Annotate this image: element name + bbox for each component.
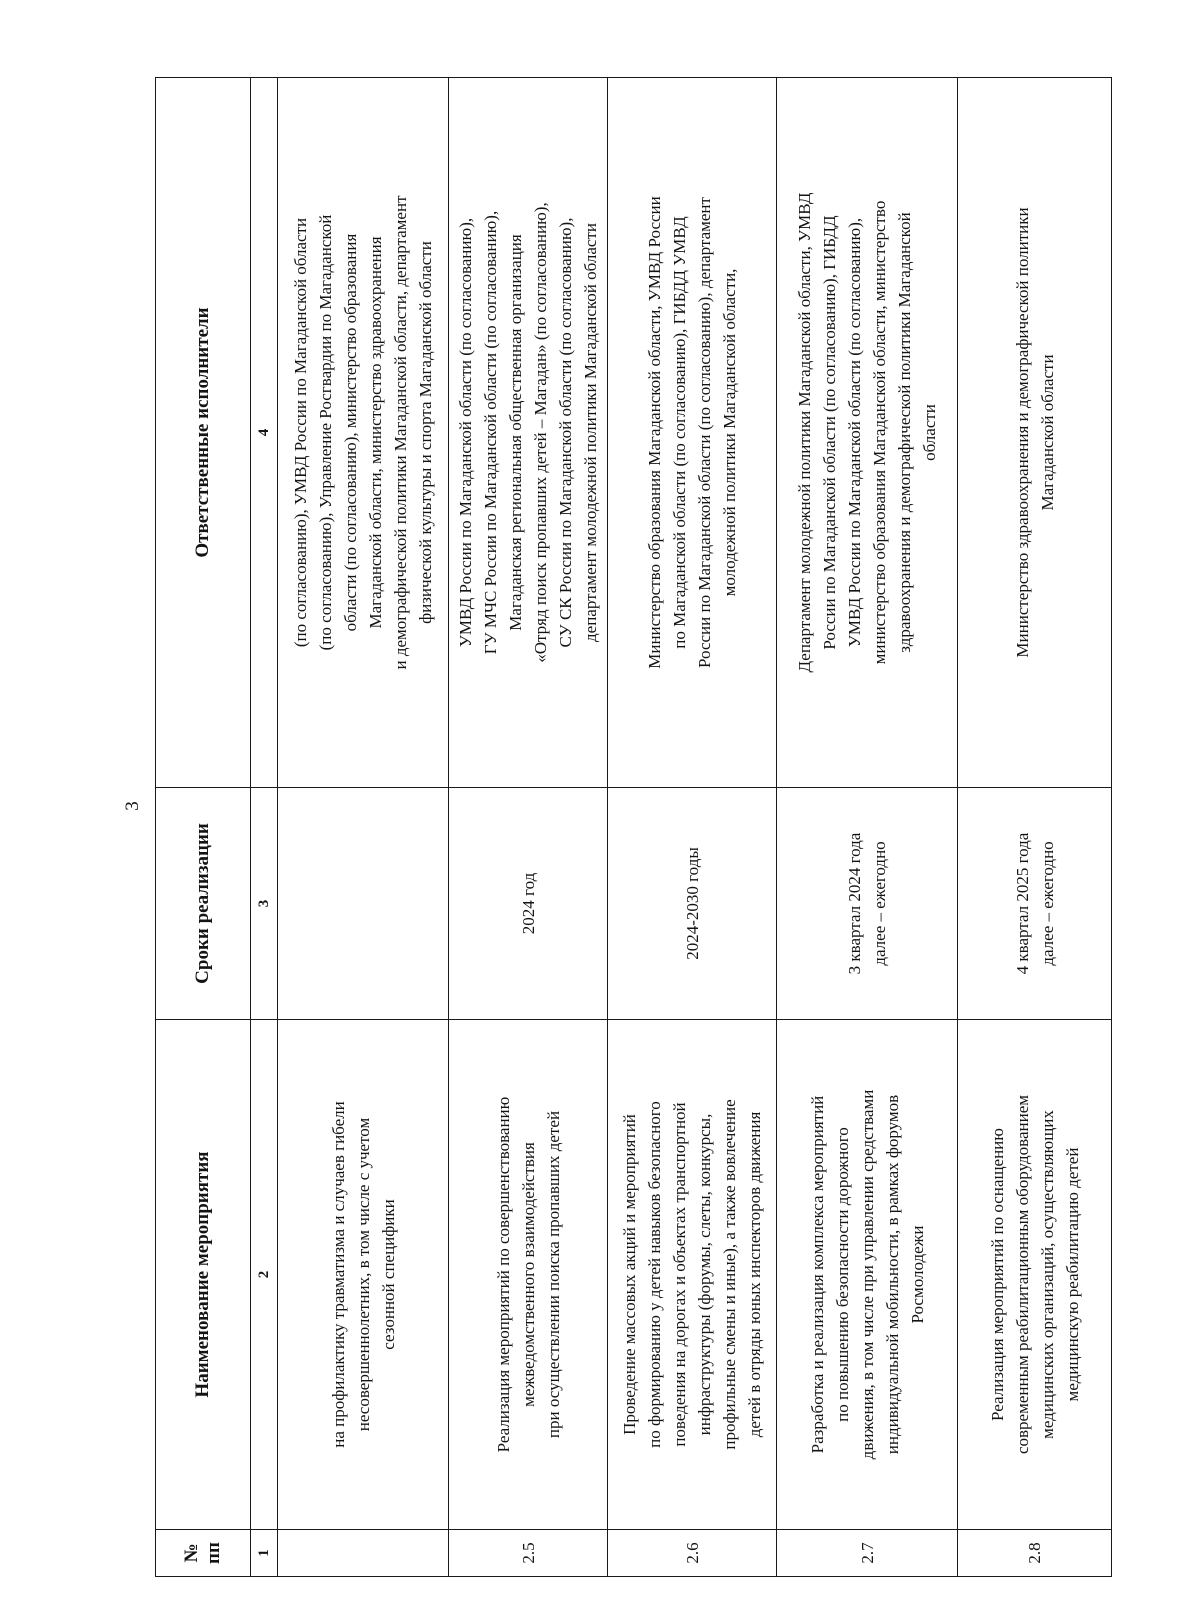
row-number <box>278 1530 449 1577</box>
responsible-executors-line: области (по согласованию), министерство образования <box>341 233 360 632</box>
page-number: 3 <box>122 801 143 811</box>
measure-name-line: индивидуальной мобильности, в рамках форумов <box>882 1094 902 1455</box>
responsible-executors-line: ГУ МЧС России по Магаданской области (по согласованию), <box>481 210 500 655</box>
responsible-executors-line: молодежной политики Магаданской области, <box>720 268 739 597</box>
column-index: 4 <box>251 78 278 788</box>
responsible-executors-line: России по Магаданской области (по согласованию), ГИБДД <box>820 215 839 650</box>
measures-table <box>155 77 1112 1577</box>
measure-name-line: медицинских организаций, осуществляющих <box>1037 1110 1057 1439</box>
column-index: 3 <box>251 788 278 1020</box>
responsible-executors-line: области <box>920 404 939 461</box>
responsible-executors-line: департамент молодежной политики Магаданской области <box>581 223 600 642</box>
implementation-term <box>777 788 958 1020</box>
responsible-executors-line: Министерство здравоохранения и демографической политики <box>1012 207 1032 658</box>
rotated-page-content <box>155 78 1093 1577</box>
row-number: 2.8 <box>958 1530 1112 1577</box>
responsible-executors <box>777 78 958 788</box>
measure-name-line: Реализация мероприятий по оснащению <box>987 1128 1007 1421</box>
implementation-term-line: далее – ежегодно <box>1037 841 1057 966</box>
measure-name-line: медицинскую реабилитацию детей <box>1062 1147 1082 1402</box>
implementation-term <box>958 788 1112 1020</box>
measure-name-line: профильные смены и иные), а также вовлечение <box>720 1099 739 1450</box>
implementation-term <box>608 788 777 1020</box>
measure-name-line: на профилактику травматизма и случаев гибели <box>328 1101 348 1448</box>
measure-name-line: межведомственного взаимодействия <box>518 1142 538 1407</box>
responsible-executors-line: (по согласованию), УМВД России по Магаданской области <box>291 217 310 648</box>
responsible-executors <box>278 78 449 788</box>
measure-name-line: детей в отряды юных инспекторов движения <box>745 1111 764 1438</box>
implementation-term-line: далее – ежегодно <box>870 841 889 966</box>
measure-name-line: сезонной специфики <box>378 1199 398 1350</box>
measure-name-line: Разработка и реализация комплекса мероприятий <box>807 1095 827 1454</box>
measure-name <box>449 1020 608 1530</box>
responsible-executors <box>958 78 1112 788</box>
responsible-executors-line: и демографической политики Магаданской области, департамент <box>391 195 410 670</box>
responsible-executors-line: министерство образования Магаданской области, министерство <box>870 200 889 665</box>
implementation-term-line: 3 квартал 2024 года <box>845 832 864 975</box>
responsible-executors-line: УМВД России по Магаданской области (по согласованию), <box>845 217 864 648</box>
responsible-executors-line: (по согласованию), Управление Росгвардии по Магаданской <box>316 214 335 651</box>
responsible-executors <box>449 78 608 788</box>
responsible-executors-line: по Магаданской области (по согласованию), ГИБДД УМВД <box>670 216 689 649</box>
measure-name-line: поведения на дорогах и объектах транспортной <box>670 1102 689 1447</box>
responsible-executors-line: России по Магаданской области (по согласованию), департамент <box>695 197 714 668</box>
column-index: 1 <box>251 1530 278 1577</box>
table-row <box>449 78 608 1577</box>
row-number: 2.5 <box>449 1530 608 1577</box>
header-number: № пп <box>156 1530 251 1577</box>
measure-name-line: Проведение массовых акций и мероприятий <box>620 1114 639 1435</box>
responsible-executors-line: физической культуры и спорта Магаданской области <box>416 241 435 624</box>
implementation-term <box>278 788 449 1020</box>
responsible-executors-line: Министерство образования Магаданской области, УМВД России <box>645 196 664 669</box>
responsible-executors-line: здравоохранения и демографической политики Магаданской <box>895 212 914 653</box>
measure-name-line: по повышению безопасности дорожного <box>832 1127 852 1422</box>
measure-name <box>777 1020 958 1530</box>
table-row <box>777 78 958 1577</box>
measure-name-line: Росмолодежи <box>907 1225 927 1324</box>
measure-name-line: инфраструктуры (форумы, слеты, конкурсы, <box>695 1113 714 1436</box>
responsible-executors-line: Магаданская региональная общественная организация <box>506 234 525 631</box>
header-terms: Сроки реализации <box>156 788 251 1020</box>
responsible-executors-line: УМВД России по Магаданской области (по согласованию), <box>456 217 475 648</box>
measure-name <box>958 1020 1112 1530</box>
table-row <box>278 78 449 1577</box>
responsible-executors-line: Магаданской области <box>1037 354 1057 511</box>
responsible-executors-line: СУ СК России по Магаданской области (по согласованию), <box>556 217 575 648</box>
header-measure-name: Наименование мероприятия <box>156 1020 251 1530</box>
row-number: 2.7 <box>777 1530 958 1577</box>
table-row <box>608 78 777 1577</box>
measure-name-line: движения, в том числе при управлении средствами <box>857 1089 877 1460</box>
column-index-row <box>251 78 278 1577</box>
responsible-executors-line: Магаданской области, министерство здравоохранения <box>366 236 385 629</box>
measure-name-line: по формированию у детей навыков безопасного <box>645 1101 664 1448</box>
responsible-executors-line: Департамент молодежной политики Магаданской области, УМВД <box>795 192 814 673</box>
responsible-executors <box>608 78 777 788</box>
measure-name-line: современным реабилитационным оборудованием <box>1012 1094 1032 1455</box>
measure-name-line: при осуществлении поиска пропавших детей <box>543 1110 563 1439</box>
table-row <box>958 78 1112 1577</box>
implementation-term-line: 4 квартал 2025 года <box>1012 832 1032 975</box>
measure-name <box>278 1020 449 1530</box>
row-number: 2.6 <box>608 1530 777 1577</box>
column-index: 2 <box>251 1020 278 1530</box>
table-header-row <box>156 78 251 1577</box>
implementation-term-line: 2024 год <box>518 872 538 935</box>
measure-name-line: Реализация мероприятий по совершенствованию <box>493 1096 513 1453</box>
measure-name-line: несовершеннолетних, в том числе с учетом <box>353 1117 373 1432</box>
implementation-term-line: 2024-2030 годы <box>682 847 702 960</box>
header-executors: Ответственные исполнители <box>156 78 251 788</box>
responsible-executors-line: «Отряд поиск пропавших детей – Магадан» (по согласованию), <box>531 202 550 663</box>
implementation-term <box>449 788 608 1020</box>
measure-name <box>608 1020 777 1530</box>
